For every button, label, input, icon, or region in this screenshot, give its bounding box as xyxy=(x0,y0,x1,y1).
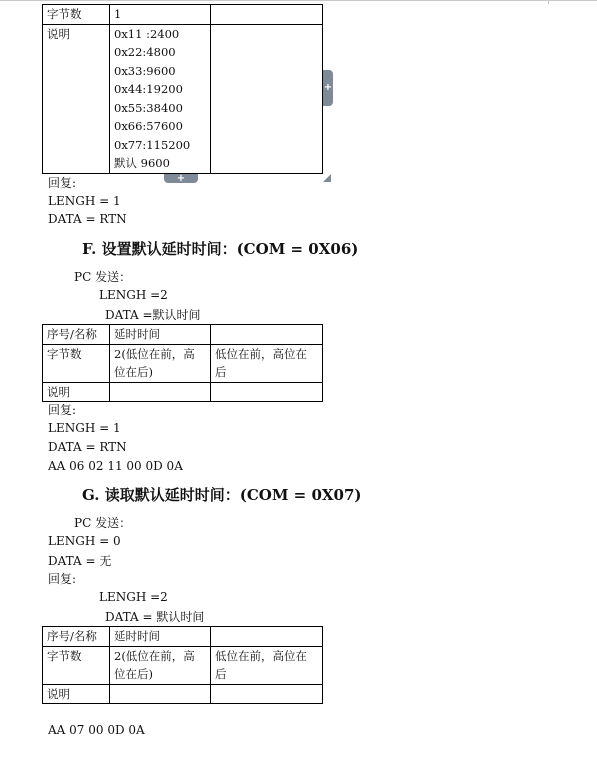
footer-hex: AA 07 00 0D 0A xyxy=(48,723,145,737)
table-row xyxy=(43,24,323,173)
add-column-handle[interactable]: + xyxy=(323,70,333,106)
table-resize-handle[interactable] xyxy=(323,174,331,182)
baud-option: 0x66:57600 xyxy=(114,119,183,133)
reply-label: 回复: xyxy=(48,176,77,190)
add-row-handle[interactable]: + xyxy=(164,174,198,183)
table-cell: 字节数 xyxy=(43,646,110,684)
table-cell xyxy=(211,382,323,402)
table-cell: 延时时间 xyxy=(110,325,211,345)
baud-option: 0x44:19200 xyxy=(114,82,183,96)
table-cell: 说明 xyxy=(43,382,110,402)
baud-option: 0x55:38400 xyxy=(114,100,183,115)
baud-option: 0x33:9600 xyxy=(114,63,176,78)
baud-option: 0x11 :2400 xyxy=(114,26,180,41)
table-row xyxy=(43,344,323,382)
section-f-heading: F. 设置默认延时时间：(COM = 0X06) xyxy=(82,240,359,258)
table-cell xyxy=(110,684,211,704)
table-row xyxy=(43,646,323,684)
reply-data: DATA = RTN xyxy=(48,212,127,226)
table-cell: 延时时间 xyxy=(110,627,211,647)
table-cell xyxy=(211,325,323,345)
table-row xyxy=(43,627,323,647)
page-top-border xyxy=(0,0,597,1)
table-cell: 2(低位在前，高位在后) xyxy=(110,344,211,382)
table-row xyxy=(43,5,323,25)
pc-send-label: PC 发送： xyxy=(74,516,132,530)
baud-options-cell xyxy=(110,24,211,173)
table-cell: 序号/名称 xyxy=(43,325,110,345)
page-top-tick xyxy=(548,0,549,4)
send-length: LENGH =2 xyxy=(99,288,168,302)
table-cell xyxy=(211,24,323,173)
reply-data: DATA = 默认时间 xyxy=(105,610,205,624)
baud-option: 默认 9600 xyxy=(114,156,170,170)
send-length: LENGH = 0 xyxy=(48,534,121,548)
table-row xyxy=(43,325,323,345)
section-g-heading: G. 读取默认延时时间：(COM = 0X07) xyxy=(82,486,362,504)
table-cell xyxy=(211,684,323,704)
reply-length: LENGH = 1 xyxy=(48,421,121,435)
table-cell: 说明 xyxy=(43,24,110,173)
reply-length: LENGH =2 xyxy=(99,590,168,604)
send-data: DATA =默认时间 xyxy=(105,308,201,322)
table-cell: 字节数 xyxy=(43,5,110,25)
table-cell: 低位在前，高位在后 xyxy=(211,344,323,382)
table-row xyxy=(43,382,323,402)
table-cell xyxy=(110,382,211,402)
table-cell: 说明 xyxy=(43,684,110,704)
table-cell: 序号/名称 xyxy=(43,627,110,647)
reply-length: LENGH = 1 xyxy=(48,194,121,208)
table-cell: 低位在前，高位在后 xyxy=(211,646,323,684)
reply-data: DATA = RTN xyxy=(48,440,127,454)
table-cell: 1 xyxy=(110,5,211,25)
baud-option: 0x77:115200 xyxy=(114,137,191,152)
delay-set-table xyxy=(42,324,323,402)
baud-option: 0x22:4800 xyxy=(114,45,176,59)
pc-send-label: PC 发送： xyxy=(74,270,132,284)
send-data: DATA = 无 xyxy=(48,554,112,568)
table-cell xyxy=(211,5,323,25)
table-cell: 字节数 xyxy=(43,344,110,382)
table-cell xyxy=(211,627,323,647)
table-row xyxy=(43,684,323,704)
reply-hex: AA 06 02 11 00 0D 0A xyxy=(48,459,183,473)
reply-label: 回复: xyxy=(48,403,77,417)
baud-rate-table xyxy=(42,4,323,174)
table-cell: 2(低位在前，高位在后) xyxy=(110,646,211,684)
delay-read-table xyxy=(42,626,323,704)
reply-label: 回复: xyxy=(48,572,77,586)
